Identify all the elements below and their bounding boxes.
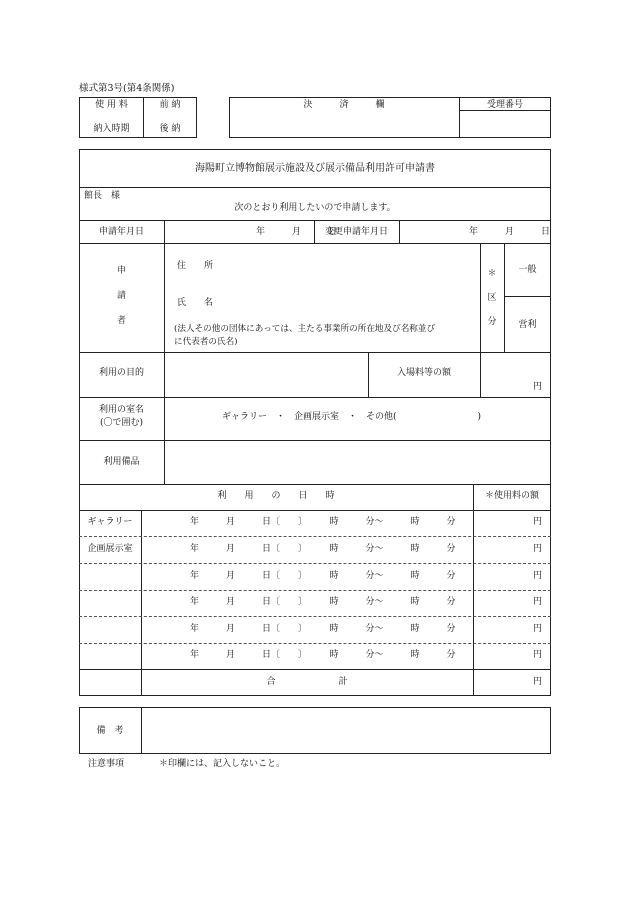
corporation-note-2: に代表者の氏名) bbox=[174, 337, 238, 347]
row-fee-yen: 円 bbox=[533, 597, 543, 607]
kubun-char-2: 分 bbox=[487, 317, 497, 327]
row-datetime[interactable]: 年 月 日〔 〕 時 分〜 時 分 bbox=[190, 544, 456, 554]
notice-text: ＊印欄には、記入しないこと。 bbox=[159, 759, 286, 769]
addressee: 館長 様 bbox=[84, 191, 121, 201]
postpay-option: 後 納 bbox=[159, 124, 181, 134]
receipt-number-label: 受理番号 bbox=[486, 100, 523, 110]
application-date-label: 申請年月日 bbox=[98, 227, 144, 237]
row-room: 企画展示室 bbox=[87, 544, 133, 554]
row-fee-yen: 円 bbox=[533, 517, 543, 527]
change-date-label: 変更申請年月日 bbox=[324, 227, 388, 237]
row-datetime[interactable]: 年 月 日〔 〕 時 分〜 時 分 bbox=[190, 571, 456, 581]
schedule-header: 利 用 の 日 時 bbox=[217, 491, 335, 501]
applicant-char-3: 者 bbox=[116, 316, 126, 326]
total-yen: 円 bbox=[533, 677, 543, 687]
notice-label: 注意事項 bbox=[88, 759, 125, 769]
change-date-field[interactable]: 年 月 日 bbox=[469, 227, 551, 237]
admission-fee-yen: 円 bbox=[533, 382, 543, 392]
settlement-label: 決 済 欄 bbox=[303, 100, 385, 110]
form-title: 海陽町立博物館展示施設及び展示備品利用許可申請書 bbox=[195, 163, 435, 174]
row-fee-yen: 円 bbox=[533, 571, 543, 581]
application-date-field[interactable]: 年 月 日 bbox=[256, 227, 338, 237]
equipment-label: 利用備品 bbox=[103, 457, 140, 467]
room-label-note: (〇で囲む) bbox=[99, 418, 144, 428]
category-general: 一般 bbox=[518, 265, 537, 275]
intro-text: 次のとおり利用したいので申請します。 bbox=[234, 203, 396, 213]
form-number: 様式第3号(第4条関係) bbox=[79, 83, 175, 94]
applicant-char-2: 請 bbox=[116, 291, 126, 301]
usage-fee-label: 使 用 料 bbox=[95, 100, 128, 110]
prepay-option: 前 納 bbox=[159, 100, 181, 110]
remarks-box bbox=[79, 707, 551, 754]
usage-fee-header: ＊使用料の額 bbox=[484, 491, 539, 501]
row-fee-yen: 円 bbox=[533, 544, 543, 554]
category-commercial: 営利 bbox=[518, 320, 537, 330]
address-label: 住 所 bbox=[177, 261, 214, 271]
room-label: 利用の室名 bbox=[98, 405, 144, 415]
total-label: 合 計 bbox=[266, 677, 348, 687]
row-datetime[interactable]: 年 月 日〔 〕 時 分〜 時 分 bbox=[190, 517, 456, 527]
row-fee-yen: 円 bbox=[533, 650, 543, 660]
row-datetime[interactable]: 年 月 日〔 〕 時 分〜 時 分 bbox=[190, 650, 456, 660]
applicant-char-1: 申 bbox=[116, 266, 126, 276]
row-datetime[interactable]: 年 月 日〔 〕 時 分〜 時 分 bbox=[190, 624, 456, 634]
row-room: ギャラリー bbox=[87, 517, 133, 527]
kubun-char-1: 区 bbox=[487, 293, 497, 303]
remarks-label: 備 考 bbox=[96, 726, 124, 736]
pay-timing-label: 納入時期 bbox=[93, 124, 130, 134]
row-datetime[interactable]: 年 月 日〔 〕 時 分〜 時 分 bbox=[190, 597, 456, 607]
kubun-asterisk: ＊ bbox=[487, 269, 497, 279]
corporation-note-1: (法人その他の団体にあっては、主たる事業所の所在地及び名称並び bbox=[174, 324, 436, 334]
name-label: 氏 名 bbox=[177, 298, 214, 308]
purpose-label: 利用の目的 bbox=[98, 368, 144, 378]
admission-fee-label: 入場料等の額 bbox=[396, 368, 451, 378]
room-options[interactable]: ギャラリー ・ 企画展示室 ・ その他( ) bbox=[222, 412, 482, 422]
row-fee-yen: 円 bbox=[533, 624, 543, 634]
